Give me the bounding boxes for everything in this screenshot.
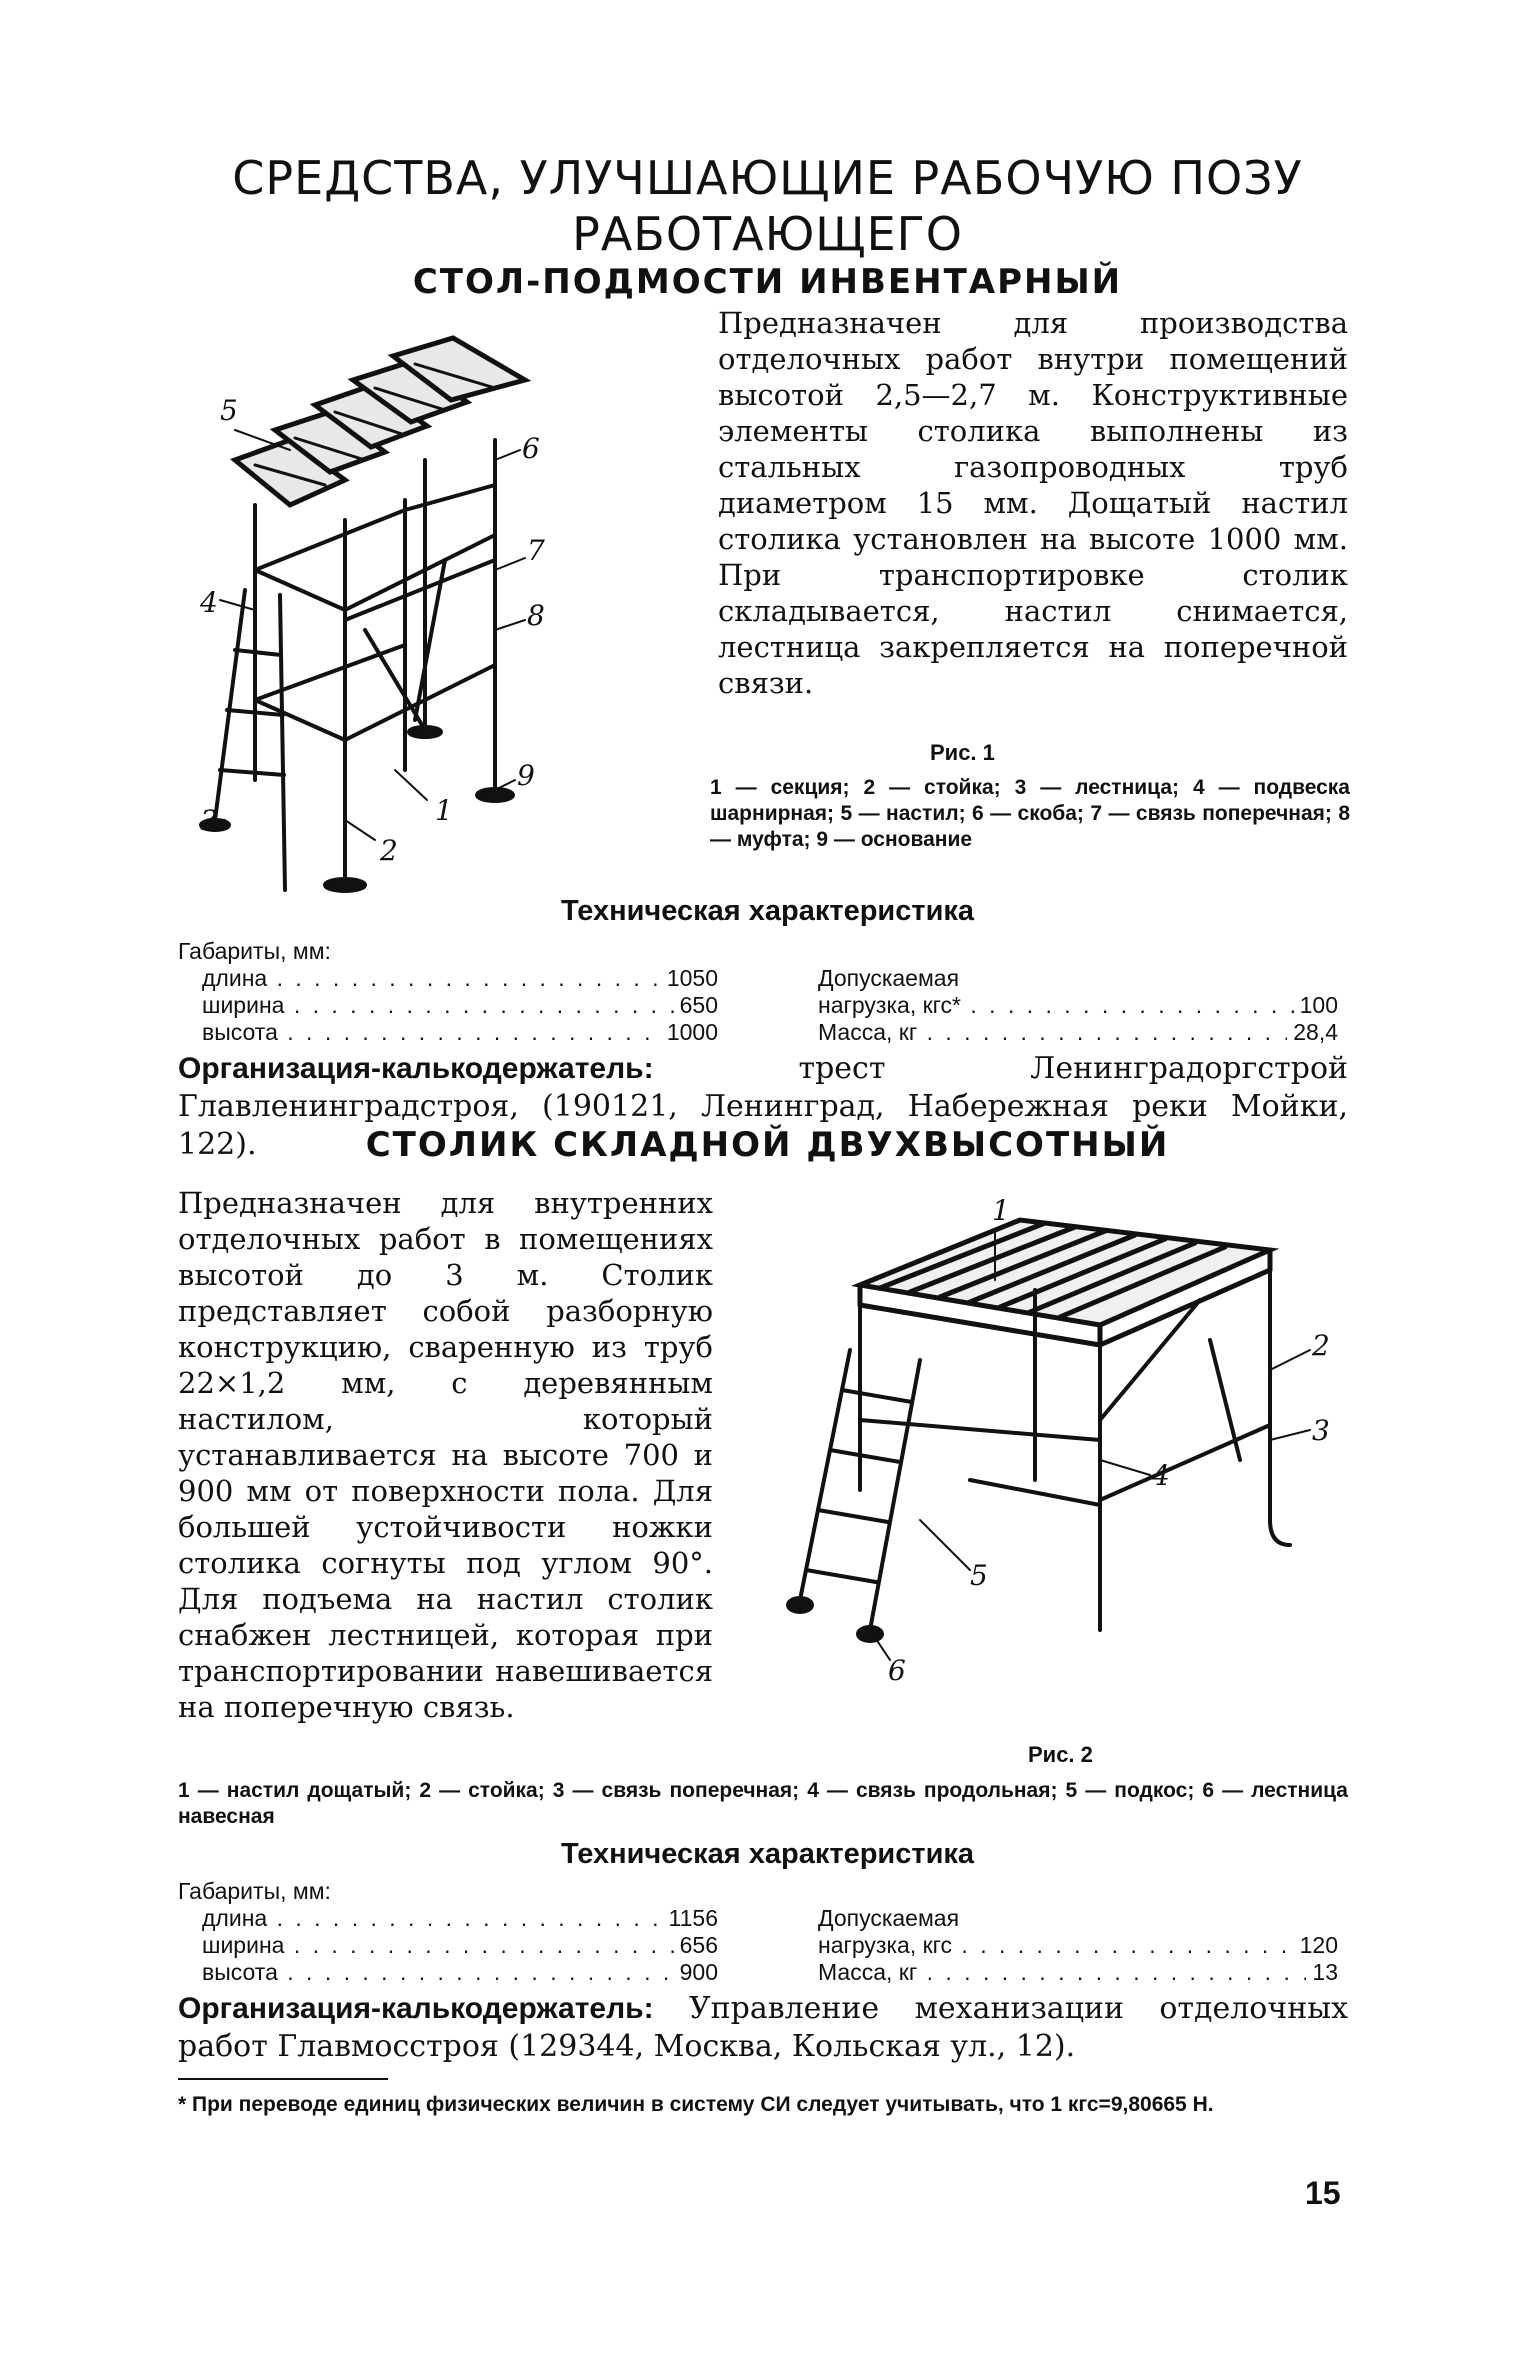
figure1-label-7: 7 <box>527 534 545 567</box>
figure1-label-9: 9 <box>517 759 535 792</box>
load-value: 100 <box>1299 992 1338 1018</box>
figure2-deck <box>860 1220 1270 1345</box>
section2-tech-title: Техническая характеристика <box>560 1838 975 1870</box>
figure2-rails <box>860 1300 1270 1505</box>
figure1-feet <box>201 727 513 891</box>
figure2-caption: 1 — настил дощатый; 2 — стойка; 3 — связь поперечная; 4 — связь продольная; 5 — подкос; 6 — лестница навесная <box>178 1779 1348 1828</box>
dim-label: высота . . . <box>202 1019 661 1046</box>
load-label: нагрузка, кгс* . . . <box>818 992 1294 1019</box>
section2-dims-block <box>178 1878 718 1986</box>
dim-value: 900 <box>679 1959 718 1985</box>
figure2-feet <box>788 1598 882 1641</box>
section2-title: СТОЛИК СКЛАДНОЙ ДВУХВЫСОТНЫЙ <box>365 1125 1170 1165</box>
section1-description: Предназначен для производства отделочных работ внутри помещений высотой 2,5—2,7 м. Конструктивные элементы столика выполнены из стальных газопроводных труб диаметром 15 мм. Дощатый настил столика установлен на высоте 1000 мм. При транспортировке столик складывается, настил снимается, лестница закрепляется на поперечной связи. <box>718 306 1348 700</box>
section1-org-text: трест Ленинградоргстрой Главленинградстроя, (190121, Ленинград, Набережная реки Мойки, 122). <box>178 1051 1348 1162</box>
mass-label: Масса, кг . . . <box>818 1019 1287 1046</box>
mass-label: Масса, кг . . . <box>818 1959 1306 1986</box>
section1-load-row <box>818 992 1338 1019</box>
figure1-label-2: 2 <box>380 834 398 867</box>
section2-dim-row <box>178 1959 718 1986</box>
figure1-caption-title: Рис. 1 <box>930 740 995 765</box>
section1-dim-row <box>178 1019 718 1046</box>
dim-value: 1000 <box>666 1019 718 1045</box>
figure1-deck <box>235 338 525 505</box>
section2-load-block <box>818 1905 1338 1986</box>
figure2-label-6: 6 <box>888 1654 906 1687</box>
figure2-caption-title: Рис. 2 <box>1028 1742 1093 1767</box>
dim-label: высота . . . <box>202 1959 674 1986</box>
section1-load-label-line1: Допускаемая <box>818 965 960 991</box>
section1-tech-title: Техническая характеристика <box>560 895 975 927</box>
section2-organization <box>178 1990 1348 2066</box>
section1-dim-row <box>178 992 718 1019</box>
mass-value: 28,4 <box>1293 1019 1338 1045</box>
load-label: нагрузка, кгс . . . <box>818 1932 1294 1959</box>
dim-label: длина . . . <box>202 1905 663 1932</box>
dim-label: длина . . . <box>202 965 661 992</box>
dim-value: 650 <box>679 992 718 1018</box>
figure2-label-5: 5 <box>970 1559 988 1592</box>
figure1-caption: 1 — секция; 2 — стойка; 3 — лестница; 4 — подвеска шарнирная; 5 — настил; 6 — скоба; 7 — связь поперечная; 8 — муфта; 9 — основание <box>710 776 1350 851</box>
figure2-label-3: 3 <box>1312 1414 1330 1447</box>
section2-load-label-line1: Допускаемая <box>818 1905 960 1931</box>
section1-mass-row <box>818 1019 1338 1046</box>
load-value: 120 <box>1299 1932 1338 1958</box>
section2-load-row <box>818 1932 1338 1959</box>
figure1-label-4: 4 <box>200 586 218 619</box>
figure1-label-1: 1 <box>435 794 453 827</box>
section2-dim-row <box>178 1932 718 1959</box>
dim-label: ширина . . . <box>202 992 674 1019</box>
section1-dim-row <box>178 965 718 992</box>
figure1-label-5: 5 <box>220 394 238 427</box>
figure2-label-2: 2 <box>1312 1329 1330 1362</box>
dim-value: 656 <box>679 1932 718 1958</box>
dim-value: 1156 <box>668 1905 718 1931</box>
section1-title: СТОЛ-ПОДМОСТИ ИНВЕНТАРНЫЙ <box>412 262 1123 302</box>
section2-dim-row <box>178 1905 718 1932</box>
section2-mass-row <box>818 1959 1338 1986</box>
page-title-line1: СРЕДСТВА, УЛУЧШАЮЩИЕ РАБОЧУЮ ПОЗУ <box>232 151 1303 205</box>
footnote-rule <box>178 2078 388 2080</box>
section1-load-block <box>818 965 1338 1046</box>
figure1-label-6: 6 <box>522 432 540 465</box>
section2-org-text: Управление механизации отделочных работ Главмосстроя (129344, Москва, Кольская ул., 12). <box>178 1991 1348 2064</box>
figure2-label-1: 1 <box>992 1194 1010 1227</box>
page-title-line2: РАБОТАЮЩЕГО <box>572 207 963 261</box>
figure2-label-4: 4 <box>1152 1459 1170 1492</box>
mass-value: 13 <box>1312 1959 1338 1985</box>
section2-org-label: Организация-калькодержатель: <box>178 1992 654 2025</box>
page-title <box>0 150 1535 262</box>
figure1-scaffold-table <box>195 320 715 900</box>
section1-dims-block <box>178 938 718 1046</box>
figure1-label-8: 8 <box>527 599 545 632</box>
figure2-folding-table <box>770 1190 1350 1730</box>
figure2-legs <box>860 1270 1290 1630</box>
page-number: 15 <box>1305 2175 1341 2211</box>
dim-label: ширина . . . <box>202 1932 674 1959</box>
figure1-rails <box>255 485 495 740</box>
section2-description: Предназначен для внутренних отделочных работ в помещениях высотой до 3 м. Столик представляет собой разборную конструкцию, сваренную из труб 22×1,2 мм, с деревянным настилом, который устанавливается на высоте 700 и 900 мм от поверхности пола. Для большей устойчивости ножки столика согнуты под углом 90°. Для подъема на настил столик снабжен лестницей, которая при транспортировании навешивается на поперечную связь. <box>178 1186 713 1724</box>
dim-value: 1050 <box>666 965 718 991</box>
section1-dims-label: Габариты, мм: <box>178 938 331 964</box>
footnote: * При переводе единиц физических величин в систему СИ следует учитывать, что 1 кгс=9,80665 Н. <box>178 2093 1214 2116</box>
figure1-label-3: 3 <box>200 804 218 837</box>
figure1-ladder <box>215 590 285 890</box>
section1-org-label: Организация-калькодержатель: <box>178 1052 654 1085</box>
section2-dims-label: Габариты, мм: <box>178 1878 331 1904</box>
